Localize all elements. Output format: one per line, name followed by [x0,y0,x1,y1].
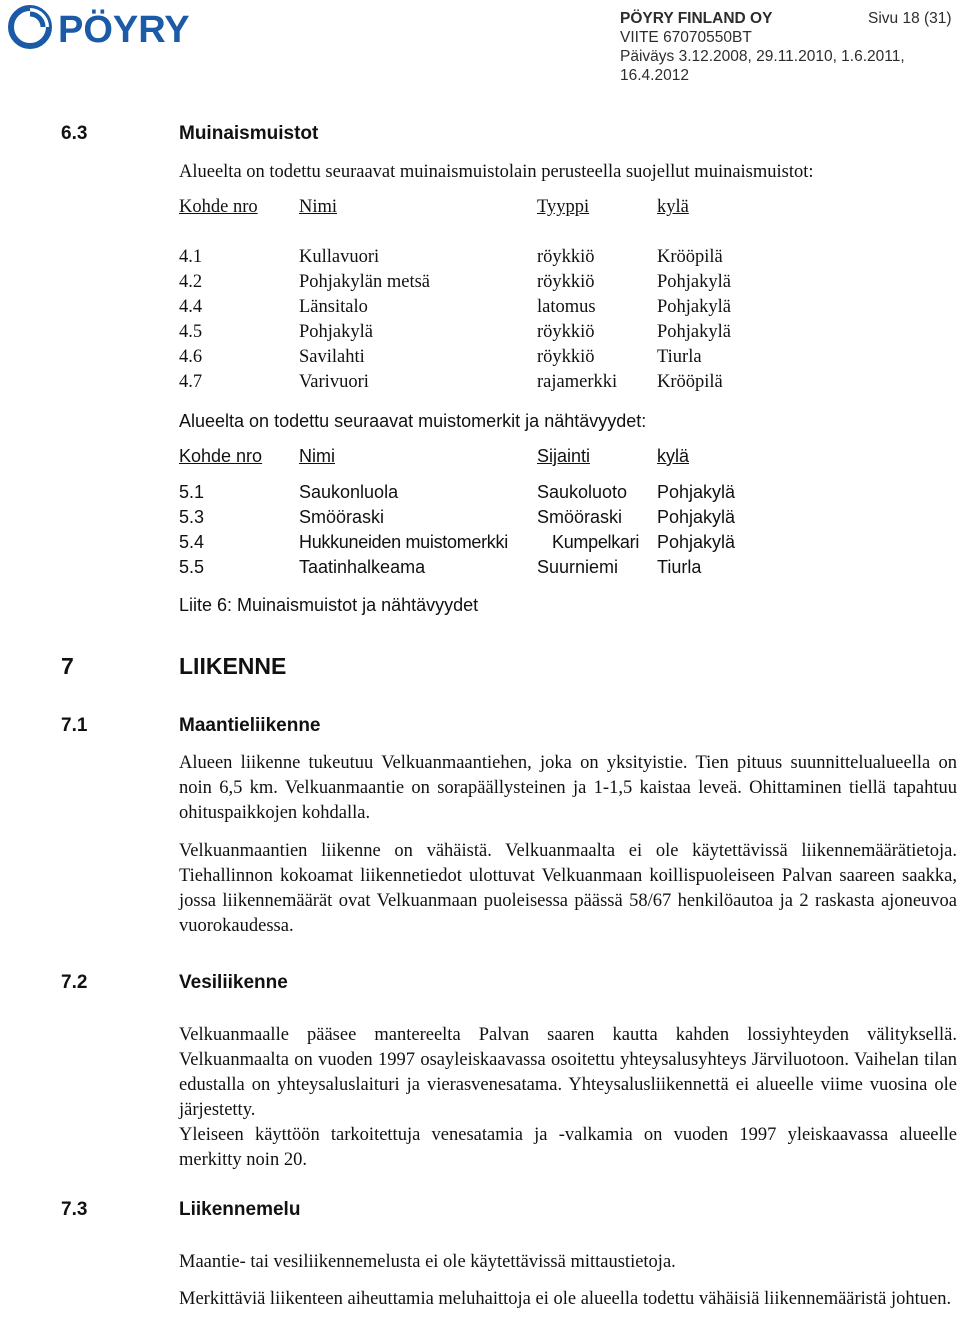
cell-name: Smööraski [299,507,385,527]
intro-text: Alueelta on todettu seuraavat muinaismuistolain perusteella suojellut muinaismuistot: [179,162,814,182]
intro-text-2: Alueelta on todettu seuraavat muistomerkit ja nähtävyydet: [179,411,647,431]
section-number: 6.3 [61,123,88,144]
cell-type: röykkiö [537,347,595,367]
cell-village: Pohjakylä [657,272,731,292]
col-header-name: Nimi [299,446,335,466]
cell-village: Pohjakylä [657,532,736,552]
paragraph-text: Velkuanmaalle pääsee mantereelta Palvan saaren kautta kahden lossiyhteyden välityksellä. Velkuanmaalta on vuoden 1997 osayleiskaavassa osoitettu yhteysalusyhteys Järviluotoon. Vaihelan tilan edustalla on yhteysaluslaituri ja vierasvenesatama. Yhteysalusliikennettä ei alueelle viime vuosina ole järjestetty. [179,1025,957,1120]
dates-line-1: Päiväys 3.12.2008, 29.11.2010, 1.6.2011, [620,48,905,65]
paragraph-text: Yleiseen käyttöön tarkoitettuja venesatamia ja -valkamia on vuoden 1997 yleiskaavassa alueelle merkitty noin 20. [179,1125,957,1170]
cell-village: Pohjakylä [657,507,736,527]
poyry-logo [6,4,246,50]
cell-village: Tiurla [657,557,702,577]
cell-nro: 4.4 [179,297,203,317]
cell-name: Kullavuori [299,247,380,267]
cell-nro: 4.6 [179,347,203,367]
col-header-location: Sijainti [537,446,591,466]
paragraph-text: Merkittäviä liikenteen aiheuttamia meluhaittoja ei ole alueella todettu vähäisiä liikennemääristä johtuen. [179,1289,952,1309]
chapter-number: 7 [61,653,74,679]
cell-name: Varivuori [299,372,369,392]
logo-text: PÖYRY [58,9,190,50]
cell-nro: 4.5 [179,322,203,342]
appendix-reference: Liite 6: Muinaismuistot ja nähtävyydet [179,595,479,615]
company-name: PÖYRY FINLAND OY [620,10,773,27]
section-title: Maantieliikenne [179,715,321,736]
cell-type: röykkiö [537,247,595,267]
section-number: 7.2 [61,972,88,993]
paragraph [179,1023,957,1123]
cell-name: Savilahti [299,347,365,367]
cell-name: Pohjakylän metsä [299,272,431,292]
cell-location: Smööraski [537,507,623,527]
paragraph-text: Maantie- tai vesiliikennemelusta ei ole käytettävissä mittaustietoja. [179,1252,676,1272]
cell-nro: 5.4 [179,532,205,552]
paragraph [179,1250,957,1275]
paragraph [179,839,957,939]
cell-village: Krööpilä [657,247,723,267]
chapter-title: LIIKENNE [179,653,287,679]
cell-location: Suurniemi [537,557,619,577]
cell-name: Pohjakylä [299,322,373,342]
col-header-village: kylä [657,197,689,217]
reference: VIITE 67070550BT [620,29,752,46]
section-title: Vesiliikenne [179,972,288,993]
paragraph [179,1123,957,1173]
cell-nro: 5.1 [179,482,205,502]
paragraph-text: Alueen liikenne tukeutuu Velkuanmaantiehen, joka on yksityistie. Tien pituus suunnittelualueella on noin 6,5 km. Velkuanmaantie on sorapäällysteinen ja 1-1,5 kaistaa leveä. Ohittaminen tiellä tapahtuu ohituspaikkojen kohdalla. [179,753,957,823]
col-header-nro: Kohde nro [179,446,263,466]
cell-village: Pohjakylä [657,322,731,342]
page-number: Sivu 18 (31) [868,10,952,27]
col-header-name: Nimi [299,197,338,217]
cell-location: Kumpelkari [552,532,640,552]
col-header-nro: Kohde nro [179,197,258,217]
cell-type: röykkiö [537,272,595,292]
cell-type: latomus [537,297,596,317]
paragraph [179,1287,957,1312]
section-number: 7.1 [61,715,88,736]
paragraph-text: Velkuanmaantien liikenne on vähäistä. Velkuanmaalta ei ole käytettävissä liikennemäärätietoja. Tiehallinnon kokoamat liikennetiedot ulottuvat Velkuanmaan koillispuoleiseen Palvan saareen saakka, jossa liikennemäärät ovat Velkuanmaan puoleisessa päässä 58/67 henkilöautoa ja 2 raskasta ajoneuvoa vuorokaudessa. [179,841,957,936]
cell-location: Saukoluoto [537,482,628,502]
cell-name: Saukonluola [299,482,399,502]
cell-type: röykkiö [537,322,595,342]
paragraph [179,751,957,826]
cell-name: Taatinhalkeama [299,557,426,577]
cell-type: rajamerkki [537,372,618,392]
col-header-village: kylä [657,446,690,466]
cell-village: Krööpilä [657,372,723,392]
cell-name: Hukkuneiden muistomerkki [299,532,508,552]
cell-nro: 4.2 [179,272,203,292]
dates-line-2: 16.4.2012 [620,67,689,84]
cell-village: Pohjakylä [657,482,736,502]
col-header-type: Tyyppi [537,197,590,217]
cell-nro: 5.5 [179,557,205,577]
cell-nro: 4.7 [179,372,203,392]
section-number: 7.3 [61,1199,88,1220]
cell-nro: 5.3 [179,507,205,527]
section-title: Muinaismuistot [179,123,319,144]
cell-village: Pohjakylä [657,297,731,317]
cell-nro: 4.1 [179,247,203,267]
cell-name: Länsitalo [299,297,368,317]
cell-village: Tiurla [657,347,702,367]
section-title: Liikennemelu [179,1199,301,1220]
